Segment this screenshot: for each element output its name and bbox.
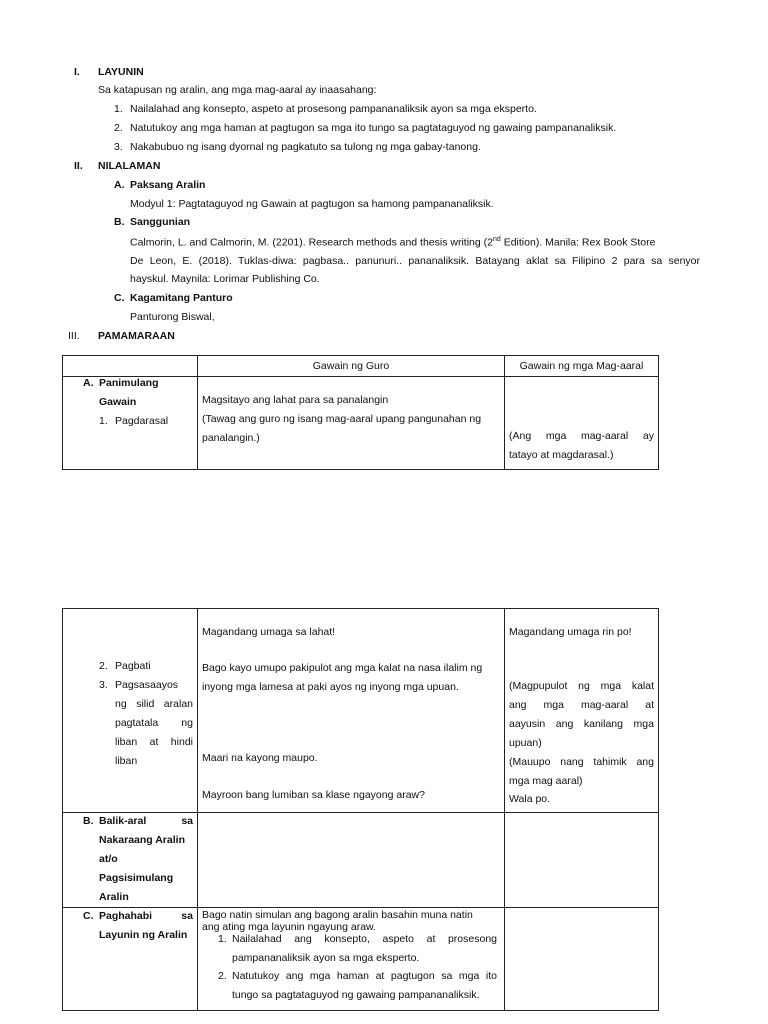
header-gawain-ng-mag-aaral-label: Gawain ng mga Mag-aaral <box>519 360 644 372</box>
layunin-intro: Sa katapusan ng aralin, ang mga mag-aaral ay inaasahang: <box>98 84 377 96</box>
item-num: 3. <box>99 679 108 691</box>
section-heading-nilalaman: NILALAMAN <box>98 160 161 172</box>
item-num: 2. <box>99 660 108 672</box>
row-b-title: at/o <box>99 853 118 865</box>
guro-instruction: ang ating mga layunin ngayung araw. <box>202 921 376 933</box>
subsection-heading-sanggunian: Sanggunian <box>130 216 191 228</box>
mag-aaral-response: mga mag aaral) <box>509 775 583 787</box>
row-pagbati-guro-cell <box>198 609 505 813</box>
mag-aaral-response: tatayo at magdarasal.) <box>509 449 614 461</box>
section-heading-pamamaraan: PAMAMARAAN <box>98 330 175 342</box>
row-b-title: Nakaraang Aralin <box>99 834 185 846</box>
row-a-title: Panimulang <box>99 377 159 389</box>
subsection-letter-a: A. <box>114 179 125 191</box>
objective-item: Natutukoy ang mga haman at pagtugon sa mga ito <box>232 970 497 982</box>
item-pagsasaayos: pagtatala ng <box>115 717 193 729</box>
reference-deleon-line2: hayskul. Maynila: Lorimar Publishing Co. <box>130 273 320 285</box>
subsection-heading-paksang-aralin: Paksang Aralin <box>130 179 206 191</box>
objective-item: tungo sa pagtataguyod ng gawaing pampananaliksik. <box>232 989 480 1001</box>
row-b-title: Pagsisimulang <box>99 872 174 884</box>
layunin-item-num: 1. <box>114 103 123 115</box>
item-pagsasaayos: liban at hindi <box>115 736 193 748</box>
row-pagbati-mag-aaral-cell <box>505 609 659 813</box>
mag-aaral-greeting: Magandang umaga rin po! <box>509 626 632 638</box>
mag-aaral-response: (Ang mga mag-aaral ay <box>509 430 654 442</box>
layunin-item: Nailalahad ang konsepto, aspeto at prosesong pampananaliksik ayon sa mga eksperto. <box>130 103 537 115</box>
guro-instruction: Bago natin simulan ang bagong aralin basahin muna natin <box>202 909 473 921</box>
mag-aaral-response: upuan) <box>509 737 542 749</box>
mag-aaral-response: (Magpupulot ng mga kalat <box>509 680 654 692</box>
row-b-mag-aaral-cell <box>505 813 659 908</box>
row-b-guro-cell <box>198 813 505 908</box>
guro-instruction: Maari na kayong maupo. <box>202 752 318 764</box>
row-b-label-cell <box>63 813 198 908</box>
header-empty-cell <box>63 356 198 377</box>
objective-item: Nailalahad ang konsepto, aspeto at prosesong <box>232 933 497 945</box>
objective-num: 2. <box>218 970 227 982</box>
row-a-label-cell <box>63 377 198 470</box>
reference-calmorin <box>130 236 655 249</box>
subsection-heading-kagamitang-panturo: Kagamitang Panturo <box>130 292 233 304</box>
reference-deleon-line1: De Leon, E. (2018). Tuklas-diwa: pagbasa.. panunuri.. pananaliksik. Batayang aklat sa Filipino 2 para sa senyor <box>130 255 700 267</box>
paksang-aralin-text: Modyul 1: Pagtataguyod ng Gawain at pagtugon sa hamong pampananaliksik. <box>130 198 494 210</box>
row-c-letter: C. <box>83 910 94 922</box>
row-a-item-num: 1. <box>99 415 108 427</box>
row-c-title: Paghahabi sa <box>99 910 193 922</box>
layunin-item: Nakabubuo ng isang dyornal ng pagkatuto sa tulong ng mga gabay-tanong. <box>130 141 481 153</box>
subsection-letter-b: B. <box>114 216 125 228</box>
row-c-title: Layunin ng Aralin <box>99 929 188 941</box>
guro-instruction: (Tawag ang guro ng isang mag-aaral upang pangunahan ng <box>202 413 482 425</box>
row-a-item: Pagdarasal <box>115 415 169 427</box>
guro-question: Mayroon bang lumiban sa klase ngayong araw? <box>202 789 425 801</box>
layunin-item-num: 3. <box>114 141 123 153</box>
row-pagbati-label-cell <box>63 609 198 813</box>
header-gawain-ng-guro <box>198 356 505 377</box>
row-a-guro-cell <box>198 377 505 470</box>
mag-aaral-response: (Mauupo nang tahimik ang <box>509 756 654 768</box>
subsection-letter-c: C. <box>114 292 125 304</box>
guro-instruction: inyong mga lamesa at paki ayos ng inyong mga upuan. <box>202 681 459 693</box>
row-a-title: Gawain <box>99 396 137 408</box>
section-numeral-i: I. <box>74 66 80 78</box>
section-numeral-iii: III. <box>68 330 80 342</box>
guro-greeting: Magandang umaga sa lahat! <box>202 626 336 638</box>
procedure-table-2 <box>62 608 659 1011</box>
row-b-letter: B. <box>83 815 94 827</box>
section-heading-layunin: LAYUNIN <box>98 66 144 78</box>
mag-aaral-response: ang mga mag-aaral at <box>509 699 654 711</box>
item-pagsasaayos: Pagsasaayos <box>115 679 179 691</box>
row-b-title: Aralin <box>99 891 129 903</box>
reference-calmorin-pre: Calmorin, L. and Calmorin, M. (2201). Research methods and thesis writing (2 <box>130 236 493 249</box>
reference-calmorin-post: Edition). Manila: Rex Book Store <box>500 236 656 249</box>
row-a-mag-aaral-cell <box>505 377 659 470</box>
layunin-item-num: 2. <box>114 122 123 134</box>
layunin-item: Natutukoy ang mga haman at pagtugon sa mga ito tungo sa pagtataguyod ng gawaing pampananaliksik. <box>130 122 617 134</box>
item-pagsasaayos: ng silid aralan <box>115 698 193 710</box>
reference-calmorin-sup: nd <box>493 236 501 243</box>
guro-instruction: Bago kayo umupo pakipulot ang mga kalat na nasa ilalim ng <box>202 662 483 674</box>
guro-instruction: panalangin.) <box>202 432 260 444</box>
row-c-label-cell <box>63 908 198 1011</box>
kagamitang-panturo-text: Panturong Biswal, <box>130 311 215 323</box>
header-gawain-ng-mag-aaral <box>505 356 659 377</box>
objective-item: pampananaliksik ayon sa mga eksperto. <box>232 952 420 964</box>
row-a-letter: A. <box>83 377 94 389</box>
item-pagsasaayos: liban <box>115 755 138 767</box>
mag-aaral-response: aayusin ang kanilang mga <box>509 718 654 730</box>
item-pagbati: Pagbati <box>115 660 151 672</box>
procedure-table-1 <box>62 355 659 470</box>
section-numeral-ii: II. <box>74 160 83 172</box>
guro-instruction: Magsitayo ang lahat para sa panalangin <box>202 394 389 406</box>
objective-num: 1. <box>218 933 227 945</box>
header-gawain-ng-guro-label: Gawain ng Guro <box>312 360 390 372</box>
row-c-mag-aaral-cell <box>505 908 659 1011</box>
row-b-title: Balik-aral sa <box>99 815 193 827</box>
row-c-guro-cell <box>198 908 505 1011</box>
mag-aaral-response: Wala po. <box>509 793 551 805</box>
